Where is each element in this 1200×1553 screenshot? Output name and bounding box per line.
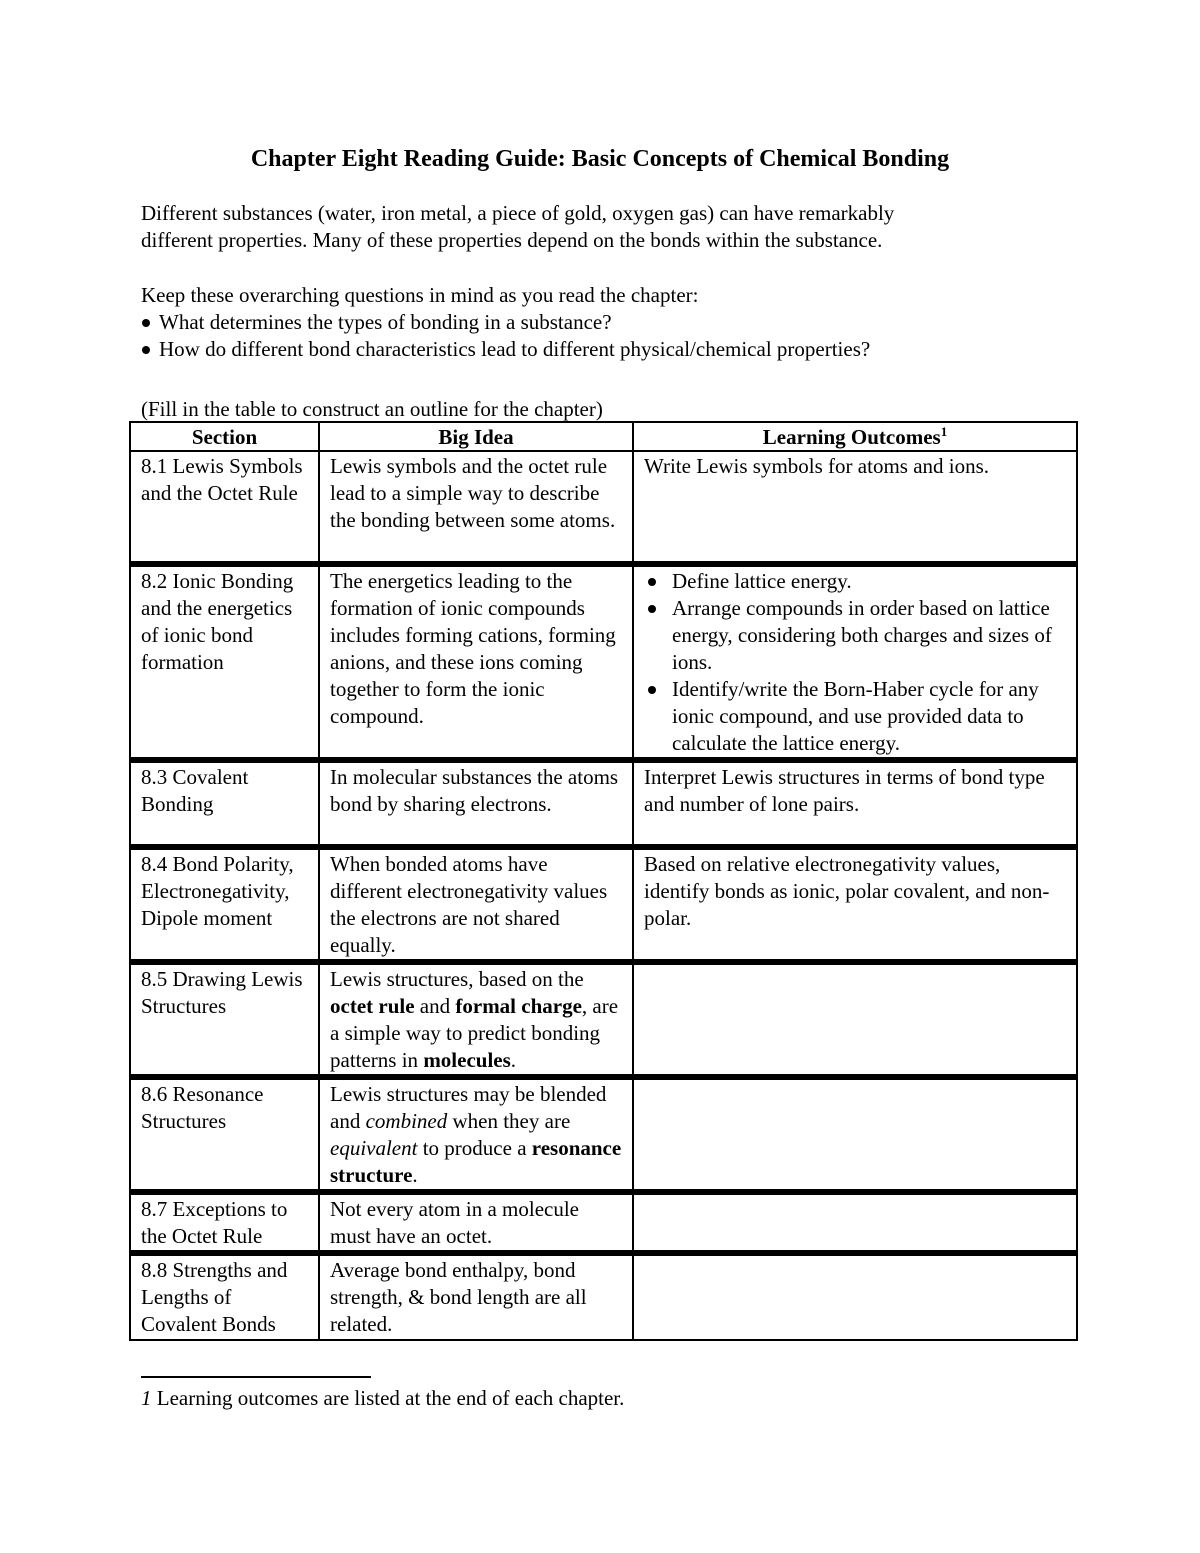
section-cell: 8.7 Exceptions to the Octet Rule [130, 1192, 319, 1253]
footnote-text: Learning outcomes are listed at the end of each chapter. [151, 1386, 625, 1410]
questions-list [141, 309, 1081, 363]
table-row [130, 564, 1077, 760]
intro-line-1: Different substances (water, iron metal, a piece of gold, oxygen gas) can have remarkably [141, 201, 895, 225]
header-section: Section [130, 422, 319, 451]
question-item [141, 336, 1081, 363]
table-row [130, 962, 1077, 1077]
table-row [130, 1077, 1077, 1192]
bullet-icon [142, 319, 150, 327]
bullet-icon [648, 686, 656, 694]
header-big-idea: Big Idea [319, 422, 633, 451]
question-item [141, 309, 1081, 336]
outcome-item: Identify/write the Born-Haber cycle for any ionic compound, and use provided data to calculate the lattice energy. [644, 676, 1066, 757]
outcome-cell [633, 1077, 1077, 1192]
table-instructions: (Fill in the table to construct an outline for the chapter) [141, 397, 603, 421]
bullet-icon [648, 578, 656, 586]
emphasis-text: resonance structure [330, 1136, 622, 1187]
big-idea-cell: Lewis structures, based on the octet rule and formal charge, are a simple way to predict bonding patterns in molecules. [319, 962, 633, 1077]
outcome-cell [633, 564, 1077, 760]
chapter-outline-table [129, 421, 1078, 1341]
big-idea-cell: When bonded atoms have different electronegativity values the electrons are not shared equally. [319, 847, 633, 962]
outcome-cell: Interpret Lewis structures in terms of bond type and number of lone pairs. [633, 760, 1077, 847]
intro-line-2: different properties. Many of these properties depend on the bonds within the substance. [141, 228, 883, 252]
question-text: How do different bond characteristics lead to different physical/chemical properties? [159, 337, 871, 361]
emphasis-text: combined [365, 1109, 448, 1133]
footnote-mark: 1 [141, 1386, 152, 1410]
section-cell: 8.3 Covalent Bonding [130, 760, 319, 847]
overarching-questions [141, 282, 1081, 363]
section-cell: 8.1 Lewis Symbols and the Octet Rule [130, 451, 319, 564]
table-row [130, 451, 1077, 564]
emphasis-text: equivalent [330, 1136, 418, 1160]
outcome-cell: Based on relative electronegativity values, identify bonds as ionic, polar covalent, and non-polar. [633, 847, 1077, 962]
questions-lead: Keep these overarching questions in mind as you read the chapter: [141, 283, 699, 307]
section-cell: 8.6 Resonance Structures [130, 1077, 319, 1192]
section-cell: 8.2 Ionic Bonding and the energetics of ionic bond formation [130, 564, 319, 760]
outcome-cell [633, 1192, 1077, 1253]
section-cell: 8.8 Strengths and Lengths of Covalent Bonds [130, 1253, 319, 1340]
outcome-item: Define lattice energy. [644, 568, 1066, 595]
bullet-icon [648, 605, 656, 613]
question-text: What determines the types of bonding in a substance? [159, 310, 612, 334]
footnote [141, 1385, 1081, 1412]
emphasis-text: octet rule [330, 994, 415, 1018]
section-cell: 8.5 Drawing Lewis Structures [130, 962, 319, 1077]
outcome-cell [633, 1253, 1077, 1340]
page-title: Chapter Eight Reading Guide: Basic Concepts of Chemical Bonding [250, 146, 950, 172]
big-idea-cell: In molecular substances the atoms bond by sharing electrons. [319, 760, 633, 847]
table-row [130, 847, 1077, 962]
big-idea-cell: Not every atom in a molecule must have an octet. [319, 1192, 633, 1253]
emphasis-text: molecules [423, 1048, 511, 1072]
big-idea-cell: Lewis structures may be blended and combined when they are equivalent to produce a resonance structure. [319, 1077, 633, 1192]
big-idea-cell: Average bond enthalpy, bond strength, & bond length are all related. [319, 1253, 633, 1340]
outcome-cell: Write Lewis symbols for atoms and ions. [633, 451, 1077, 564]
header-learning-outcomes: Learning Outcomes$^1$ [633, 422, 1077, 451]
section-cell: 8.4 Bond Polarity, Electronegativity, Dipole moment [130, 847, 319, 962]
table-header-row [130, 422, 1077, 451]
footnote-reference: 1 [940, 424, 948, 439]
outcome-list [644, 568, 1066, 757]
table-row [130, 1192, 1077, 1253]
outcome-item: Arrange compounds in order based on lattice energy, considering both charges and sizes of ions. [644, 595, 1066, 676]
bullet-icon [142, 346, 150, 354]
emphasis-text: formal charge [455, 994, 582, 1018]
table-row [130, 760, 1077, 847]
footnote-separator [141, 1376, 371, 1378]
table-row [130, 1253, 1077, 1340]
outcome-cell [633, 962, 1077, 1077]
big-idea-cell: Lewis symbols and the octet rule lead to a simple way to describe the bonding between some atoms. [319, 451, 633, 564]
intro-paragraph [141, 200, 1081, 254]
big-idea-cell: The energetics leading to the formation of ionic compounds includes forming cations, forming anions, and these ions coming together to form the ionic compound. [319, 564, 633, 760]
